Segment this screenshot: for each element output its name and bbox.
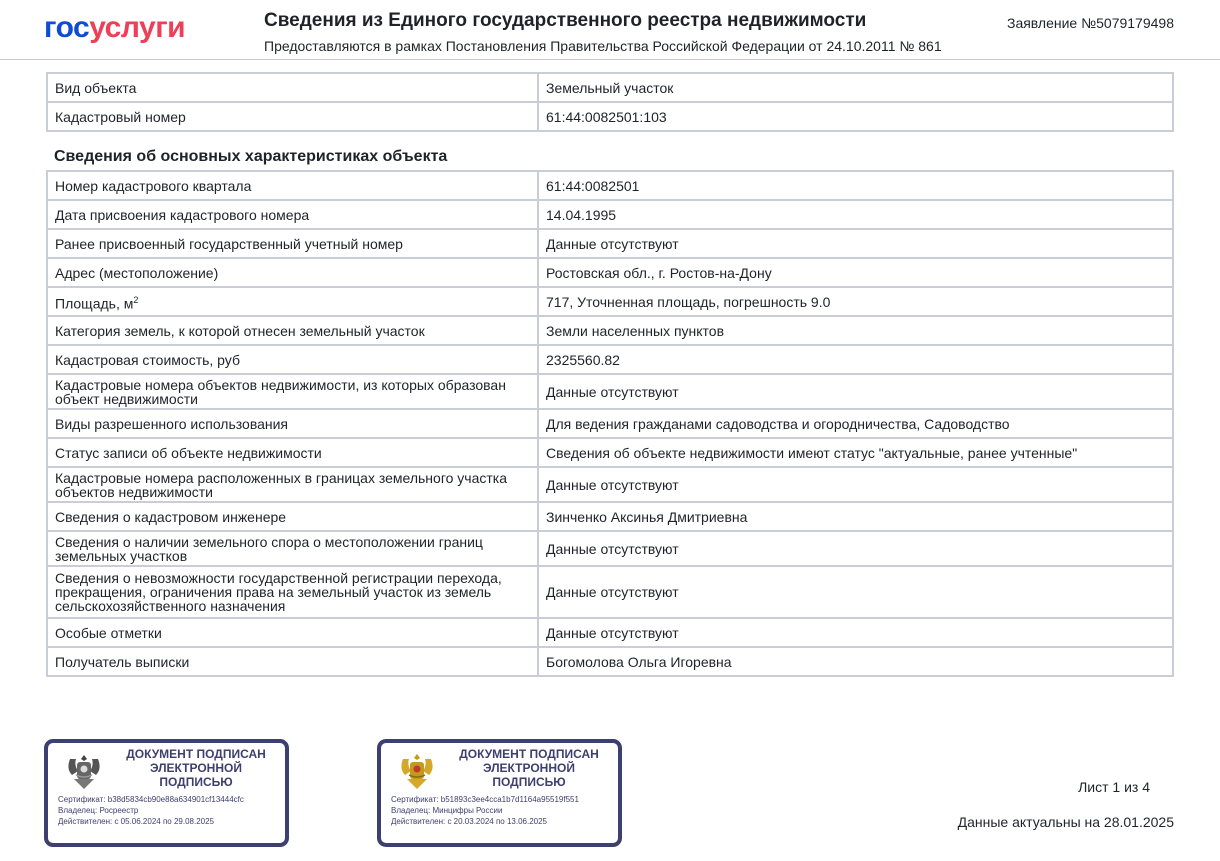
stamp-owner: Владелец: Росреестр	[58, 806, 139, 815]
stamp-title: ДОКУМЕНТ ПОДПИСАН ЭЛЕКТРОННОЙ ПОДПИСЬЮ	[126, 747, 266, 789]
row-label-text: Площадь, м	[55, 295, 134, 312]
row-label	[47, 316, 538, 345]
data-actual-date: Данные актуальны на 28.01.2025	[957, 814, 1174, 830]
table-row	[47, 229, 1173, 258]
row-label-text: Адрес (местоположение)	[55, 264, 219, 281]
row-label-text: Категория земель, к которой отнесен земельный участок	[55, 322, 425, 339]
table-row	[47, 73, 1173, 102]
row-label	[47, 409, 538, 438]
row-value: Данные отсутствуют	[538, 467, 1173, 502]
row-value: Земельный участок	[538, 73, 1173, 102]
unit-superscript: 2	[133, 294, 139, 305]
row-label	[47, 171, 538, 200]
row-label	[47, 531, 538, 566]
table-row	[47, 316, 1173, 345]
stamp-title: ДОКУМЕНТ ПОДПИСАН ЭЛЕКТРОННОЙ ПОДПИСЬЮ	[459, 747, 599, 789]
table-row	[47, 258, 1173, 287]
row-label-text: Получатель выписки	[55, 653, 190, 670]
document-subtitle: Предоставляются в рамках Постановления Правительства Российской Федерации от 24.10.2011 № 861	[264, 38, 942, 54]
row-value: Ростовская обл., г. Ростов-на-Дону	[538, 258, 1173, 287]
row-label-text: Сведения о кадастровом инженере	[55, 508, 287, 525]
table-row	[47, 374, 1173, 409]
table-row	[47, 566, 1173, 618]
row-label-text: Виды разрешенного использования	[55, 415, 289, 432]
signature-stamp-rosreestr	[44, 739, 289, 847]
row-value: 14.04.1995	[538, 200, 1173, 229]
row-label	[47, 200, 538, 229]
table-row	[47, 531, 1173, 566]
row-label-text: Номер кадастрового квартала	[55, 177, 252, 194]
row-label-text: Особые отметки	[55, 624, 162, 641]
signature-stamp-mintsifry	[377, 739, 622, 847]
row-value: 717, Уточненная площадь, погрешность 9.0	[538, 287, 1173, 316]
row-value: Данные отсутствуют	[538, 374, 1173, 409]
table-row	[47, 345, 1173, 374]
table-row	[47, 200, 1173, 229]
row-value: Данные отсутствуют	[538, 229, 1173, 258]
row-label	[47, 647, 538, 676]
row-label	[47, 438, 538, 467]
table-row	[47, 102, 1173, 131]
row-label-text: Сведения о невозможности государственной регистрации перехода, прекращения, ограничения права на земельный участок из земель сельскохозяйственного назначения	[55, 570, 502, 614]
row-value: 61:44:0082501	[538, 171, 1173, 200]
stamp-certificate: Сертификат: b38d5834cb90e88a634901cf13444cfc	[58, 795, 244, 804]
logo-part-uslugi: услуги	[89, 11, 186, 44]
stamp-certificate: Сертификат: b51893c3ee4cca1b7d1164a95519f551	[391, 795, 579, 804]
row-label-text: Статус записи об объекте недвижимости	[55, 444, 322, 461]
row-label	[47, 345, 538, 374]
row-label-text: Кадастровый номер	[55, 108, 186, 125]
row-value: Данные отсутствуют	[538, 618, 1173, 647]
row-label-text: Кадастровые номера объектов недвижимости, из которых образован объект недвижимости	[55, 376, 506, 407]
object-identification-table	[46, 72, 1174, 132]
row-label-text: Кадастровая стоимость, руб	[55, 351, 240, 368]
golden-eagle-emblem-icon	[395, 749, 439, 793]
row-value: Для ведения гражданами садоводства и огородничества, Садоводство	[538, 409, 1173, 438]
row-value: 2325560.82	[538, 345, 1173, 374]
row-value: Данные отсутствуют	[538, 566, 1173, 618]
table-row	[47, 647, 1173, 676]
row-label-text: Вид объекта	[55, 79, 137, 96]
row-value: Земли населенных пунктов	[538, 316, 1173, 345]
row-label-text: Дата присвоения кадастрового номера	[55, 206, 310, 223]
row-label-text: Кадастровые номера расположенных в границах земельного участка объектов недвижимости	[55, 469, 508, 500]
row-value: Сведения об объекте недвижимости имеют статус "актуальные, ранее учтенные"	[538, 438, 1173, 467]
document-header	[0, 0, 1220, 60]
section-title: Сведения об основных характеристиках объекта	[54, 148, 448, 165]
stamp-validity: Действителен: с 20.03.2024 по 13.06.2025	[391, 817, 547, 826]
stamp-owner: Владелец: Минцифры России	[391, 806, 503, 815]
row-label	[47, 102, 538, 131]
table-row	[47, 502, 1173, 531]
row-value: 61:44:0082501:103	[538, 102, 1173, 131]
row-label-text: Сведения о наличии земельного спора о местоположении границ земельных участков	[55, 533, 483, 564]
row-label	[47, 566, 538, 618]
row-label	[47, 73, 538, 102]
table-row	[47, 618, 1173, 647]
characteristics-table	[46, 170, 1174, 677]
table-row	[47, 409, 1173, 438]
row-label	[47, 467, 538, 502]
table-row	[47, 171, 1173, 200]
logo-part-gos: гос	[44, 11, 90, 44]
row-value: Данные отсутствуют	[538, 531, 1173, 566]
row-label	[47, 287, 538, 316]
table-row	[47, 467, 1173, 502]
sheet-number: Лист 1 из 4	[1078, 779, 1150, 795]
row-label	[47, 258, 538, 287]
row-label	[47, 374, 538, 409]
application-number: Заявление №5079179498	[1006, 15, 1174, 31]
stamp-validity: Действителен: с 05.06.2024 по 29.08.2025	[58, 817, 214, 826]
double-headed-eagle-emblem-icon	[62, 749, 106, 793]
row-value: Зинченко Аксинья Дмитриевна	[538, 502, 1173, 531]
gosuslugi-logo	[44, 11, 185, 45]
row-label	[47, 502, 538, 531]
row-label	[47, 618, 538, 647]
document-title: Сведения из Единого государственного реестра недвижимости	[264, 10, 867, 31]
row-label	[47, 229, 538, 258]
table-row	[47, 438, 1173, 467]
table-row	[47, 287, 1173, 316]
row-label-text: Ранее присвоенный государственный учетный номер	[55, 235, 403, 252]
row-value: Богомолова Ольга Игоревна	[538, 647, 1173, 676]
